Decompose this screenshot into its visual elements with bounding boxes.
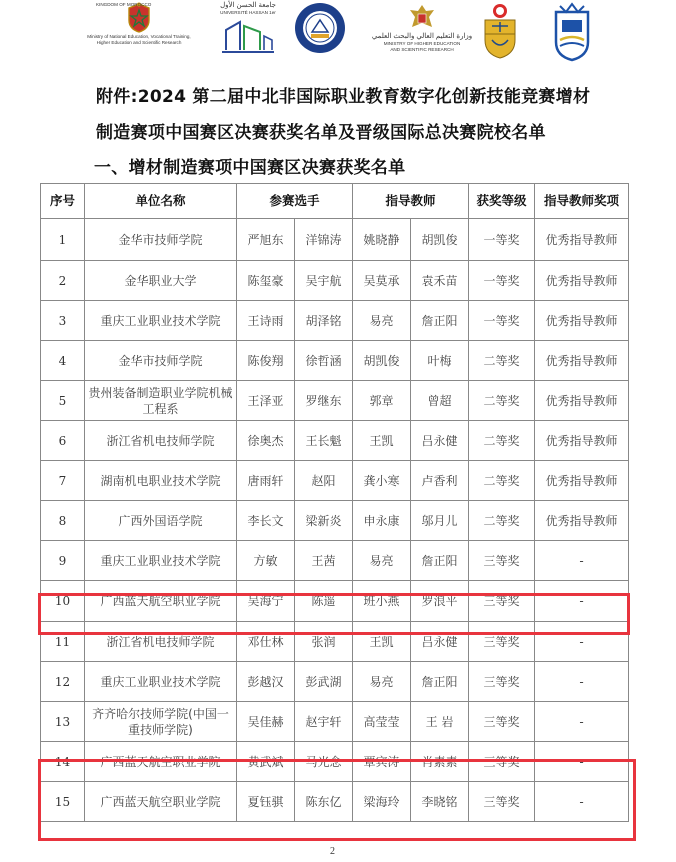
contestant-cell: 吴宇航 — [295, 261, 353, 301]
unit-cell: 重庆工业职业技术学院 — [85, 541, 237, 581]
instructor-cell: 吴莫承 — [353, 261, 411, 301]
header-instructors: 指导教师 — [353, 184, 469, 219]
index-cell: 1 — [41, 219, 85, 261]
universite-hassan-logo — [218, 2, 278, 56]
unit-cell: 广西外国语学院 — [85, 501, 237, 541]
instructor-cell: 曾超 — [411, 381, 469, 421]
table-row — [41, 702, 629, 742]
instructor-award-cell: - — [535, 782, 629, 822]
award-level-cell: 三等奖 — [469, 662, 535, 702]
contestant-cell: 黄武斌 — [237, 742, 295, 782]
logo-caption-line: وزارة التعليم العالي والبحث العلمي — [371, 33, 473, 40]
city-crest-icon — [552, 2, 592, 62]
round-seal-icon — [294, 2, 346, 54]
unit-cell: 金华市技师学院 — [85, 341, 237, 381]
contestant-cell: 彭越汉 — [237, 662, 295, 702]
header-logos — [0, 0, 676, 68]
instructor-award-cell: 优秀指导教师 — [535, 461, 629, 501]
contestant-cell: 赵阳 — [295, 461, 353, 501]
contestant-cell: 邓仕林 — [237, 622, 295, 662]
contestant-cell: 夏钰骐 — [237, 782, 295, 822]
unit-cell: 金华职业大学 — [85, 261, 237, 301]
instructor-award-cell: - — [535, 541, 629, 581]
table-row — [41, 461, 629, 501]
contestant-cell: 严旭东 — [237, 219, 295, 261]
instructor-cell: 詹正阳 — [411, 301, 469, 341]
unit-cell: 贵州装备制造职业学院机械工程系 — [85, 381, 237, 421]
university-building-icon — [220, 16, 276, 56]
table-row — [41, 421, 629, 461]
unit-cell: 齐齐哈尔技师学院(中国一重技师学院) — [85, 702, 237, 742]
section-heading: 一、增材制造赛项中国赛区决赛获奖名单 — [94, 158, 406, 178]
contestant-cell: 陈东亿 — [295, 782, 353, 822]
contestant-cell: 唐雨轩 — [237, 461, 295, 501]
sino-north-africa-seal — [293, 2, 347, 54]
logo-caption-line: MINISTRY OF HIGHER EDUCATION — [383, 41, 461, 46]
table-row — [41, 501, 629, 541]
award-level-cell: 二等奖 — [469, 501, 535, 541]
instructor-cell: 覃宾涛 — [353, 742, 411, 782]
unit-cell: 广西蓝天航空职业学院 — [85, 742, 237, 782]
contestant-cell: 方敏 — [237, 541, 295, 581]
index-cell: 9 — [41, 541, 85, 581]
morocco-ministry-logo — [70, 2, 208, 45]
instructor-cell: 肖素素 — [411, 742, 469, 782]
highlight-box — [38, 593, 630, 635]
logo-caption-line: Higher Education and Scientific Research — [96, 39, 182, 45]
award-level-cell: 二等奖 — [469, 381, 535, 421]
award-table — [40, 183, 629, 822]
unit-cell: 重庆工业职业技术学院 — [85, 662, 237, 702]
contestant-cell: 罗继东 — [295, 381, 353, 421]
index-cell: 7 — [41, 461, 85, 501]
table-row — [41, 662, 629, 702]
city-crest — [550, 2, 594, 62]
instructor-cell: 卢香利 — [411, 461, 469, 501]
index-cell: 10 — [41, 581, 85, 622]
table-row — [41, 341, 629, 381]
instructor-award-cell: 优秀指导教师 — [535, 381, 629, 421]
header-award-level: 获奖等级 — [469, 184, 535, 219]
page-number: 2 — [330, 846, 335, 857]
document-title-line-1: 附件:2024 第二届中北非国际职业教育数字化创新技能竞赛增材 — [96, 87, 591, 107]
instructor-cell: 高莹莹 — [353, 702, 411, 742]
instructor-cell: 詹正阳 — [411, 662, 469, 702]
instructor-cell: 胡凯俊 — [353, 341, 411, 381]
document-title-line-2: 制造赛项中国赛区决赛获奖名单及晋级国际总决赛院校名单 — [96, 123, 546, 143]
instructor-cell: 邬月儿 — [411, 501, 469, 541]
instructor-cell: 易亮 — [353, 301, 411, 341]
contestant-cell: 陈遥 — [295, 581, 353, 622]
unit-cell: 浙江省机电技师学院 — [85, 622, 237, 662]
index-cell: 12 — [41, 662, 85, 702]
index-cell: 3 — [41, 301, 85, 341]
contestant-cell: 王茜 — [295, 541, 353, 581]
index-cell: 14 — [41, 742, 85, 782]
index-cell: 2 — [41, 261, 85, 301]
contestant-cell: 王长魁 — [295, 421, 353, 461]
logo-caption-line: KINGDOM OF MOROCCO — [96, 2, 152, 7]
index-cell: 6 — [41, 421, 85, 461]
contestant-cell: 梁新炎 — [295, 501, 353, 541]
instructor-cell: 王 岩 — [411, 702, 469, 742]
instructor-award-cell: - — [535, 742, 629, 782]
index-cell: 5 — [41, 381, 85, 421]
contestant-cell: 吴佳赫 — [237, 702, 295, 742]
index-cell: 15 — [41, 782, 85, 822]
unit-cell: 广西蓝天航空职业学院 — [85, 581, 237, 622]
award-level-cell: 三等奖 — [469, 622, 535, 662]
index-cell: 13 — [41, 702, 85, 742]
award-level-cell: 三等奖 — [469, 782, 535, 822]
instructor-cell: 郭章 — [353, 381, 411, 421]
instructor-cell: 易亮 — [353, 541, 411, 581]
instructor-award-cell: 优秀指导教师 — [535, 501, 629, 541]
award-level-cell: 一等奖 — [469, 261, 535, 301]
contestant-cell: 徐哲涵 — [295, 341, 353, 381]
logo-caption-line: Ministry of National Education, Vocational Training, — [87, 34, 191, 39]
logo-caption-line: UNIVERSITÉ HASSAN 1er — [220, 10, 276, 15]
unit-cell: 湖南机电职业技术学院 — [85, 461, 237, 501]
contestant-cell: 吴海宁 — [237, 581, 295, 622]
instructor-cell: 易亮 — [353, 662, 411, 702]
contestant-cell: 王诗雨 — [237, 301, 295, 341]
instructor-award-cell: 优秀指导教师 — [535, 219, 629, 261]
table-row — [41, 381, 629, 421]
award-level-cell: 三等奖 — [469, 702, 535, 742]
table-row — [41, 219, 629, 261]
contestant-cell: 胡泽铭 — [295, 301, 353, 341]
contestant-cell: 洋锦涛 — [295, 219, 353, 261]
egypt-ministry-logo — [371, 2, 473, 52]
instructor-award-cell: - — [535, 622, 629, 662]
award-level-cell: 二等奖 — [469, 421, 535, 461]
header-index: 序号 — [41, 184, 85, 219]
eagle-emblem-icon — [407, 2, 437, 32]
unit-cell: 金华市技师学院 — [85, 219, 237, 261]
instructor-award-cell: 优秀指导教师 — [535, 341, 629, 381]
instructor-award-cell: - — [535, 662, 629, 702]
contestant-cell: 马光念 — [295, 742, 353, 782]
table-row — [41, 301, 629, 341]
award-level-cell: 一等奖 — [469, 219, 535, 261]
index-cell: 4 — [41, 341, 85, 381]
contestant-cell: 陈俊翔 — [237, 341, 295, 381]
award-level-cell: 三等奖 — [469, 581, 535, 622]
instructor-cell: 李晓铭 — [411, 782, 469, 822]
instructor-cell: 罗浪平 — [411, 581, 469, 622]
instructor-cell: 梁海玲 — [353, 782, 411, 822]
header-unit: 单位名称 — [85, 184, 237, 219]
tunisia-shield-icon — [480, 2, 520, 60]
contestant-cell: 彭武湖 — [295, 662, 353, 702]
unit-cell: 广西蓝天航空职业学院 — [85, 782, 237, 822]
contestant-cell: 赵宇轩 — [295, 702, 353, 742]
highlight-box — [38, 759, 636, 841]
logo-caption-line: جامعة الحسن الأول — [220, 2, 276, 9]
instructor-cell: 詹正阳 — [411, 541, 469, 581]
instructor-cell: 吕永健 — [411, 421, 469, 461]
instructor-award-cell: 优秀指导教师 — [535, 421, 629, 461]
contestant-cell: 陈玺豪 — [237, 261, 295, 301]
instructor-award-cell: - — [535, 581, 629, 622]
instructor-cell: 姚晓静 — [353, 219, 411, 261]
instructor-cell: 申永康 — [353, 501, 411, 541]
instructor-cell: 王凯 — [353, 622, 411, 662]
unit-cell: 浙江省机电技师学院 — [85, 421, 237, 461]
tunisia-emblem — [478, 2, 522, 60]
instructor-award-cell: 优秀指导教师 — [535, 261, 629, 301]
instructor-award-cell: 优秀指导教师 — [535, 301, 629, 341]
header-instructor-award: 指导教师奖项 — [535, 184, 629, 219]
table-row — [41, 261, 629, 301]
table-row — [41, 541, 629, 581]
award-level-cell: 二等奖 — [469, 461, 535, 501]
table-header-row — [41, 184, 629, 219]
contestant-cell: 张润 — [295, 622, 353, 662]
contestant-cell: 李长文 — [237, 501, 295, 541]
award-level-cell: 三等奖 — [469, 541, 535, 581]
instructor-cell: 胡凯俊 — [411, 219, 469, 261]
award-level-cell: 三等奖 — [469, 742, 535, 782]
award-level-cell: 二等奖 — [469, 341, 535, 381]
instructor-award-cell: - — [535, 702, 629, 742]
contestant-cell: 徐奥杰 — [237, 421, 295, 461]
instructor-cell: 王凯 — [353, 421, 411, 461]
unit-cell: 重庆工业职业技术学院 — [85, 301, 237, 341]
instructor-cell: 班小燕 — [353, 581, 411, 622]
instructor-cell: 袁禾苗 — [411, 261, 469, 301]
instructor-cell: 叶梅 — [411, 341, 469, 381]
logo-caption-line: AND SCIENTIFIC RESEARCH — [390, 46, 454, 52]
award-level-cell: 一等奖 — [469, 301, 535, 341]
contestant-cell: 王泽亚 — [237, 381, 295, 421]
instructor-cell: 吕永健 — [411, 622, 469, 662]
instructor-cell: 龚小寒 — [353, 461, 411, 501]
index-cell: 11 — [41, 622, 85, 662]
header-contestants: 参赛选手 — [237, 184, 353, 219]
index-cell: 8 — [41, 501, 85, 541]
